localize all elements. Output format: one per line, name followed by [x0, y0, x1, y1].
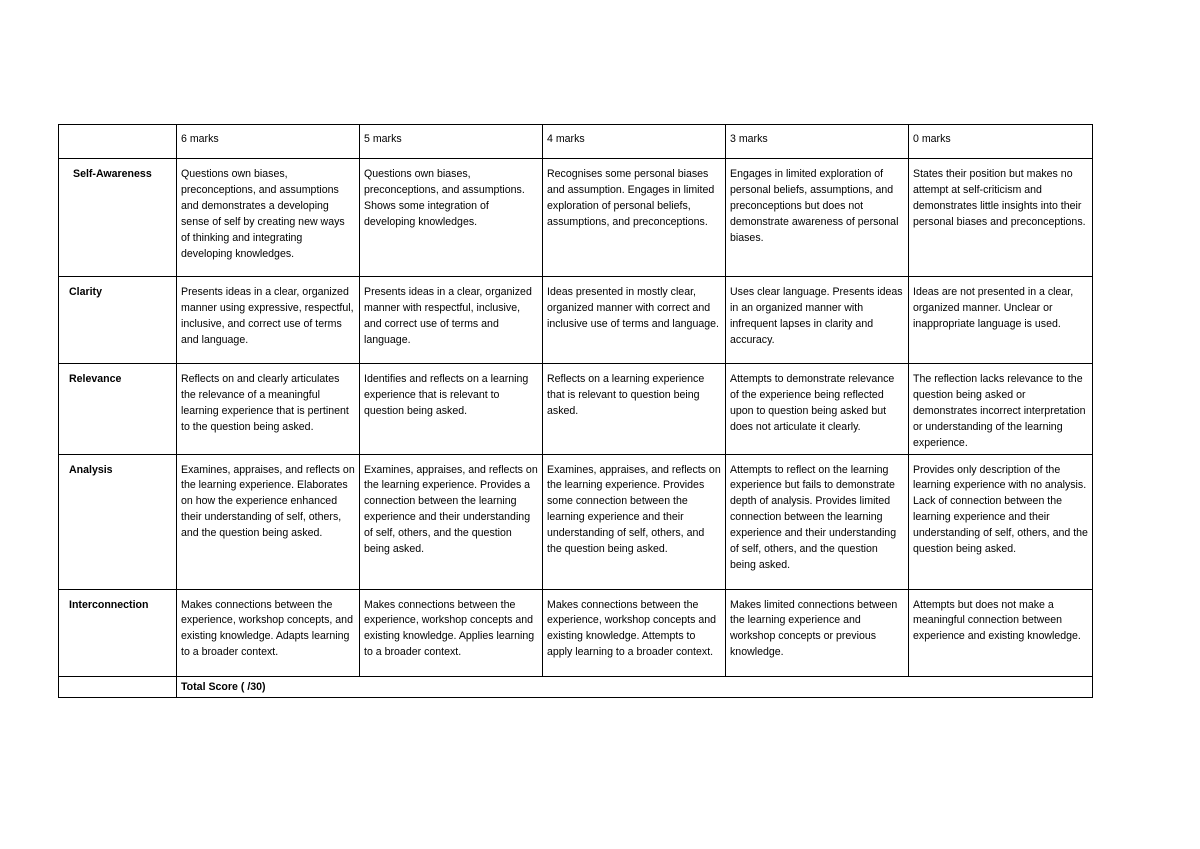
row-analysis: [59, 454, 1093, 589]
header-cell-4-marks: 4 marks: [543, 125, 726, 159]
rubric-cell: Uses clear language. Presents ideas in an organized manner with infrequent lapses in clarity and accuracy.: [726, 277, 909, 364]
header-cell-5-marks: 5 marks: [360, 125, 543, 159]
row-relevance: [59, 364, 1093, 455]
rubric-cell: Examines, appraises, and reflects on the learning experience. Provides a connection between the learning experience and their understanding of self, others, and the question being asked.: [360, 454, 543, 589]
criterion-label: Interconnection: [59, 589, 177, 676]
rubric-cell: Makes connections between the experience, workshop concepts and existing knowledge. Attempts to apply learning to a broader context.: [543, 589, 726, 676]
rubric-cell: Questions own biases, preconceptions, and assumptions and demonstrates a developing sense of self by creating new ways of thinking and integrating developing knowledges.: [177, 159, 360, 277]
header-cell-blank: [59, 125, 177, 159]
rubric-cell: Ideas are not presented in a clear, organized manner. Unclear or inappropriate language is used.: [909, 277, 1093, 364]
rubric-cell: Identifies and reflects on a learning experience that is relevant to question being asked.: [360, 364, 543, 455]
criterion-label: Self-Awareness: [59, 159, 177, 277]
row-self-awareness: [59, 159, 1093, 277]
rubric-cell: Presents ideas in a clear, organized manner using expressive, respectful, inclusive, and correct use of terms and language.: [177, 277, 360, 364]
rubric-cell: Attempts to demonstrate relevance of the experience being reflected upon to question being asked but does not articulate it clearly.: [726, 364, 909, 455]
criterion-label: Relevance: [59, 364, 177, 455]
rubric-cell: Ideas presented in mostly clear, organized manner with correct and inclusive use of terms and language.: [543, 277, 726, 364]
rubric-cell: Reflects on a learning experience that is relevant to question being asked.: [543, 364, 726, 455]
rubric-cell: Attempts but does not make a meaningful connection between experience and existing knowledge.: [909, 589, 1093, 676]
rubric-cell: Recognises some personal biases and assumption. Engages in limited exploration of personal beliefs, assumptions, and preconceptions.: [543, 159, 726, 277]
header-cell-3-marks: 3 marks: [726, 125, 909, 159]
rubric-table: [58, 124, 1093, 698]
rubric-cell: States their position but makes no attempt at self-criticism and demonstrates little insights into their personal biases and preconceptions.: [909, 159, 1093, 277]
rubric-cell: Questions own biases, preconceptions, and assumptions. Shows some integration of developing knowledges.: [360, 159, 543, 277]
header-row: [59, 125, 1093, 159]
header-cell-0-marks: 0 marks: [909, 125, 1093, 159]
rubric-cell: Examines, appraises, and reflects on the learning experience. Elaborates on how the experience enhanced their understanding of self, others, and the question being asked.: [177, 454, 360, 589]
total-score-row: [59, 676, 1093, 698]
rubric-cell: Attempts to reflect on the learning experience but fails to demonstrate depth of analysis. Provides limited connection between the learning experience and their understanding of self, others, and the question being asked.: [726, 454, 909, 589]
row-interconnection: [59, 589, 1093, 676]
rubric-cell: Examines, appraises, and reflects on the learning experience. Provides some connection between the learning experience and their understanding of self, others, and the question being asked.: [543, 454, 726, 589]
header-cell-6-marks: 6 marks: [177, 125, 360, 159]
rubric-cell: The reflection lacks relevance to the question being asked or demonstrates incorrect interpretation or understanding of the learning experience.: [909, 364, 1093, 455]
rubric-cell: Reflects on and clearly articulates the relevance of a meaningful learning experience that is pertinent to the question being asked.: [177, 364, 360, 455]
row-clarity: [59, 277, 1093, 364]
rubric-cell: Provides only description of the learning experience with no analysis. Lack of connection between the learning experience and their understanding of self, others, and the question being asked.: [909, 454, 1093, 589]
rubric-cell: Presents ideas in a clear, organized manner with respectful, inclusive, and correct use of terms and language.: [360, 277, 543, 364]
total-score-blank: [59, 676, 177, 698]
total-score-label: Total Score ( /30): [177, 676, 1093, 698]
rubric-cell: Makes limited connections between the learning experience and workshop concepts or previous knowledge.: [726, 589, 909, 676]
criterion-label: Analysis: [59, 454, 177, 589]
rubric-cell: Engages in limited exploration of personal beliefs, assumptions, and preconceptions but does not demonstrate awareness of personal biases.: [726, 159, 909, 277]
criterion-label: Clarity: [59, 277, 177, 364]
rubric-cell: Makes connections between the experience, workshop concepts and existing knowledge. Applies learning to a broader context.: [360, 589, 543, 676]
rubric-cell: Makes connections between the experience, workshop concepts, and existing knowledge. Adapts learning to a broader context.: [177, 589, 360, 676]
